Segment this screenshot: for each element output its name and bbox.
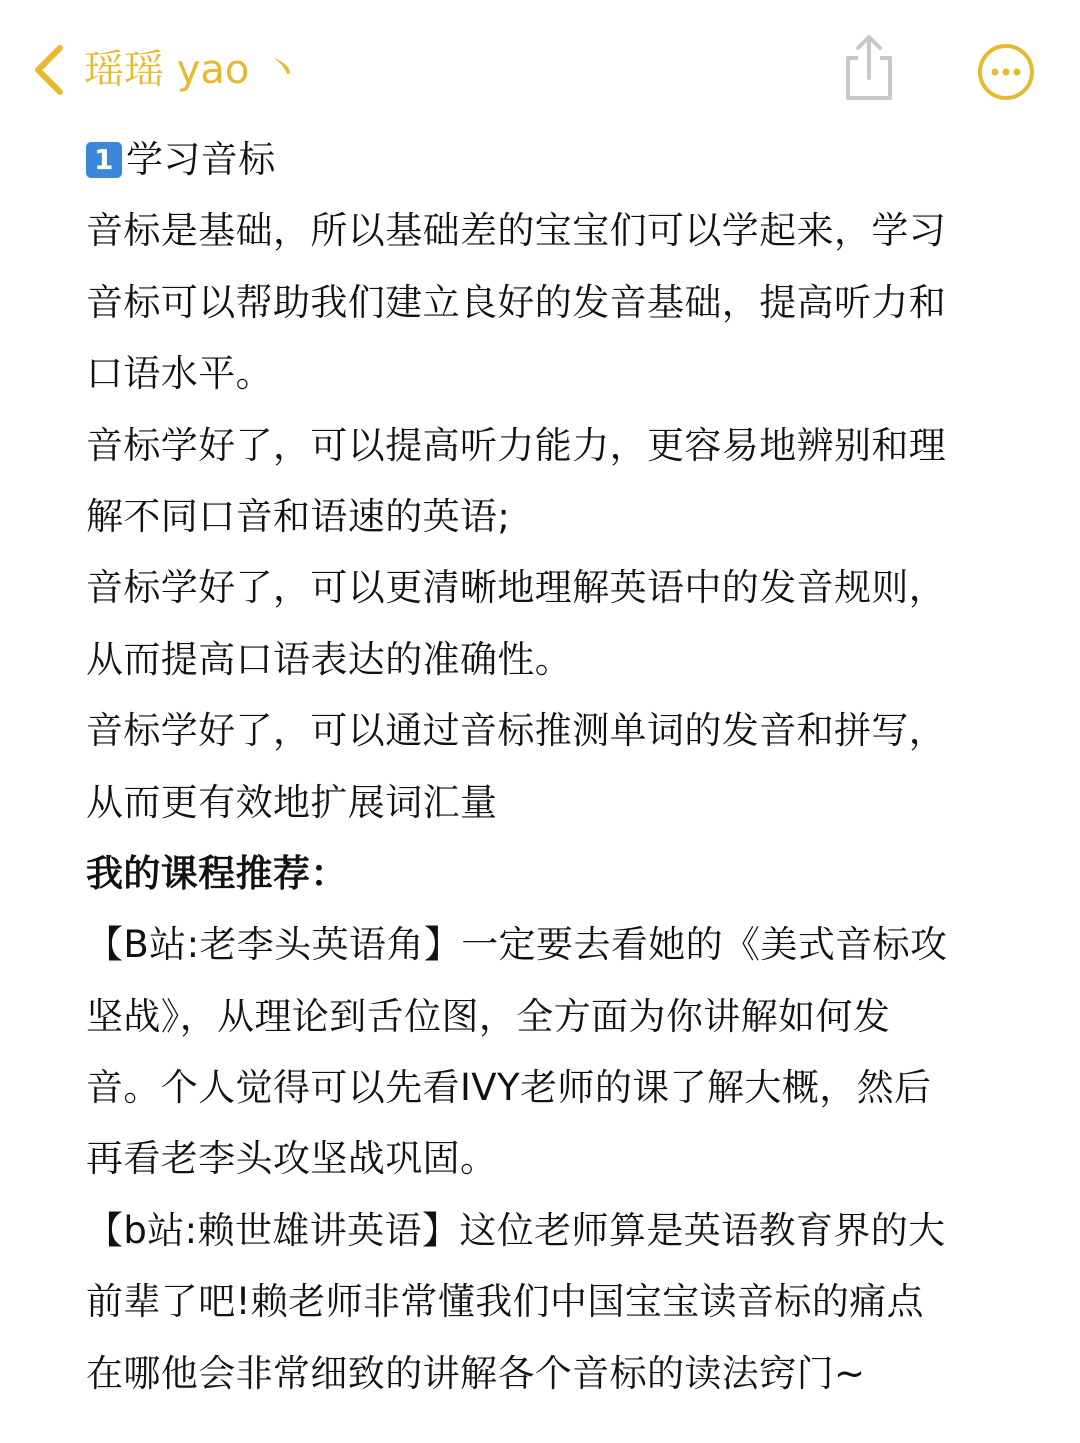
- body-line: 前辈了吧!赖老师非常懂我们中国宝宝读音标的痛点: [86, 1280, 925, 1324]
- body-line: 从而更有效地扩展词汇量: [86, 780, 498, 824]
- body-line: 音。个人觉得可以先看IVY老师的课了解大概，然后: [86, 1066, 932, 1110]
- back-button[interactable]: [26, 40, 74, 100]
- body-line: 口语水平。: [86, 352, 273, 396]
- more-button[interactable]: [976, 42, 1036, 102]
- course-recommendation-heading: 我的课程推荐：: [86, 851, 348, 895]
- body-line: 【b站:赖世雄讲英语】这位老师算是英语教育界的大: [86, 1208, 946, 1252]
- share-button[interactable]: [838, 32, 900, 104]
- keycap-number-badge: 1: [86, 142, 122, 178]
- body-line: 音标学好了，可以更清晰地理解英语中的发音规则，: [86, 566, 947, 610]
- section-heading-text: 学习音标: [126, 138, 276, 181]
- note-body[interactable]: [86, 124, 998, 1409]
- navigation-bar: [0, 0, 1080, 140]
- body-line: 从而提高口语表达的准确性。: [86, 637, 573, 681]
- body-line: 音标学好了，可以通过音标推测单词的发音和拼写，: [86, 709, 947, 753]
- share-icon: [838, 32, 900, 104]
- body-line: 音标是基础，所以基础差的宝宝们可以学起来，学习: [86, 209, 947, 253]
- section-heading: [86, 124, 998, 195]
- body-line: 解不同口音和语速的英语;: [86, 494, 511, 538]
- body-line: 音标可以帮助我们建立良好的发音基础，提高听力和: [86, 280, 947, 324]
- more-horizontal-icon: [976, 42, 1036, 102]
- note-title[interactable]: 瑶瑶 yao 丶: [84, 47, 303, 93]
- body-line: 【B站:老李头英语角】一定要去看她的《美式音标攻: [86, 923, 948, 967]
- chevron-left-icon: [26, 40, 74, 100]
- body-line: 坚战》，从理论到舌位图，全方面为你讲解如何发: [86, 994, 891, 1038]
- body-line: 再看老李头攻坚战巩固。: [86, 1137, 498, 1181]
- body-line: 音标学好了，可以提高听力能力，更容易地辨别和理: [86, 423, 947, 467]
- body-line: 在哪他会非常细致的讲解各个音标的读法窍门~: [86, 1351, 866, 1395]
